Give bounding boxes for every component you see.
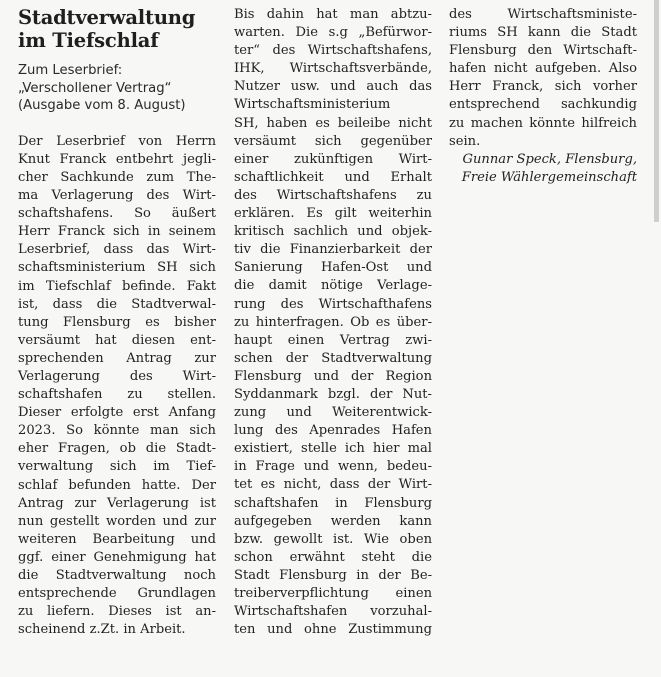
text-line: schaftlichkeit und Erhalt [234,169,432,185]
text-line: des Wirtschaftshafens zu [234,187,432,203]
text-line: in Frage und wenn, bedeu- [234,459,432,475]
text-line: existiert, stelle ich hier mal [234,441,432,457]
text-line: einer zukünftigen Wirt- [234,151,432,167]
text-line: verwaltung sich im Tief- [18,459,216,475]
text-line: Nutzer usw. und auch das [234,79,432,95]
text-line: cher Sachkunde zum The- [18,169,216,185]
text-line: Dieser erfolgte erst Anfang [18,405,216,421]
text-line: lung des Apenrades Hafen [234,423,432,439]
text-line: Antrag zur Verlagerung ist [18,495,216,511]
text-line: schaftshafen in Flensburg [234,495,432,511]
column-2 [234,6,432,639]
text-line: ggf. einer Genehmigung hat [18,549,216,565]
intro-reference: Zum Leserbrief: „Verschollener Vertrag“ (Ausgabe vom 8. August) [18,63,186,114]
text-line: aufgegeben werden kann [234,513,432,529]
text-line: Bis dahin hat man abtzu- [234,7,432,22]
text-line: Sanierung Hafen-Ost und [234,260,432,276]
text-line: Herr Franck, sich vorher [449,79,637,95]
text-line: ten und ohne Zustimmung [234,622,432,638]
text-line: treiberverpflichtung einen [234,586,432,601]
body-column-2 [234,6,432,639]
text-line: Verlagerung des Wirt- [18,369,216,384]
text-line: SH, haben es beileibe nicht [234,115,432,131]
text-line: des Wirtschaftsministe- [449,7,637,22]
body-column-3 [449,6,637,151]
text-line: Knut Franck entbehrt jegli- [18,151,216,167]
text-line: schaftshafen zu stellen. [18,387,216,403]
text-line: Leserbrief, dass das Wirt- [18,242,216,258]
text-line: erklären. Es gilt weiterhin [234,206,432,222]
text-line: schen der Stadtverwaltung [234,350,432,366]
text-line: entsprechende Grundlagen [18,586,216,602]
text-line: Stadt Flensburg in der Be- [234,567,432,583]
text-line: tet es nicht, dass der Wirt- [234,477,432,493]
text-line: tung Flensburg es bisher [18,314,216,330]
right-edge-rule [654,0,659,222]
text-line: schlaf befunden hatte. Der [18,477,216,493]
text-line: im Tiefschlaf befinde. Fakt [18,278,216,294]
text-line: rung des Wirtschafthafens [234,296,432,312]
text-line: schaftshafens. So äußert [18,206,216,222]
text-line: ma Verlagerung des Wirt- [18,188,216,204]
text-line: versäumt sich gegenüber [234,133,432,149]
text-line: versäumt hat diesen ent- [18,332,216,348]
signature-affiliation: Freie Wählergemeinschaft [461,169,637,185]
author-signature [449,151,637,187]
text-line: entsprechend sachkundig [449,97,637,113]
text-line: tiv die Finanzierbarkeit der [234,242,432,258]
text-line: zu machen könnte hilfreich [449,115,637,131]
text-line: zung und Weiterentwick- [234,405,432,421]
text-line: hafen nicht aufgeben. Also [449,61,637,77]
text-line: Wirtschaftshafen vorzuhal- [234,604,432,620]
text-line: IHK, Wirtschaftsverbände, [234,61,432,77]
text-line: bzw. gewollt ist. Wie oben [234,531,432,547]
text-line: die Stadtverwaltung noch [18,568,216,584]
text-line: eher Fragen, ob die Stadt- [18,441,216,457]
body-column-1 [18,133,216,640]
text-line: scheinend z.Zt. in Arbeit. [18,622,186,638]
text-line: schaftsministerium SH sich [18,260,216,276]
headline: Stadtverwaltung im Tiefschlaf [18,6,196,52]
text-line: 2023. So könnte man sich [18,423,216,439]
text-line: warten. Die s.g „Befürwor- [234,25,432,41]
text-line: Flensburg und der Region [234,368,432,384]
signature-name: Gunnar Speck, Flensburg, [462,151,637,167]
text-line: ter“ des Wirtschaftshafens, [234,43,432,59]
text-line: zu hinterfragen. Ob es über- [234,314,432,330]
column-1 [18,6,216,639]
text-line: die damit nötige Verlage- [234,278,432,294]
text-line: schon erwähnt steht die [234,549,432,565]
text-line: Herr Franck sich in seinem [18,224,216,240]
text-line: Wirtschaftsministerium [234,97,391,113]
text-line: nun gestellt worden und zur [18,513,216,529]
column-3 [449,6,637,187]
text-line: ist, dass die Stadtverwal- [18,296,216,312]
text-line: zu liefern. Dieses ist an- [18,604,216,620]
text-line: sprechenden Antrag zur [18,350,216,366]
text-line: haupt einen Vertrag zwi- [234,332,432,348]
text-line: weiteren Bearbeitung und [18,531,216,547]
text-line: Der Leserbrief von Herrn [18,133,216,149]
text-line: sein. [449,133,481,149]
text-line: riums SH kann die Stadt [449,25,637,41]
text-line: Flensburg den Wirtschaft- [449,43,637,59]
text-line: kritisch sachlich und objek- [234,224,432,240]
text-line: Syddanmark bzgl. der Nut- [234,386,432,402]
